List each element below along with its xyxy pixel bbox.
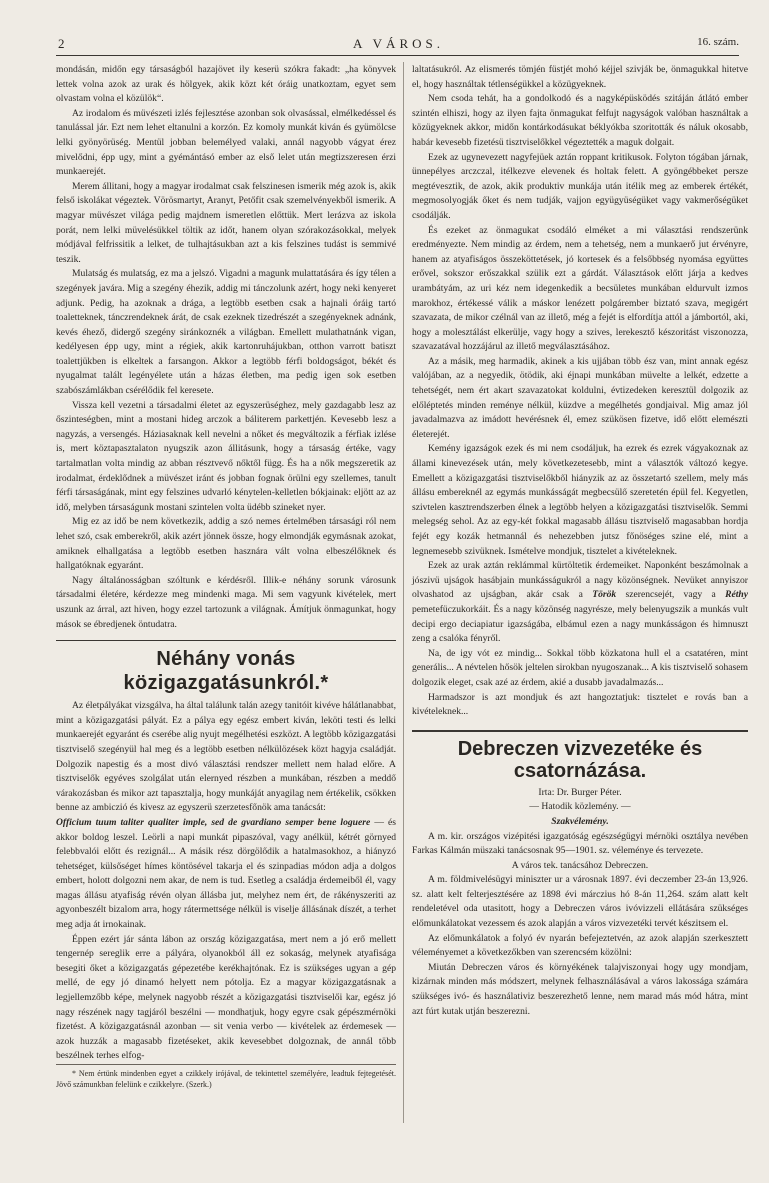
paragraph: Nagy általánosságban szóltunk e kérdésről. Illik-e néhány sorunk városunk társadalmi életére, kérdezze meg mindenki maga. Mi sem vagyunk kivételek, mert uszunk az árral, azt hiven, hogy ezzel tartozunk a világnak. Ámítjuk önmagunkat, hogy mások se ébredjenek öntudatra. xyxy=(56,574,396,630)
paragraph-text: szerencsejét, vagy a xyxy=(625,589,716,601)
left-column xyxy=(56,63,396,1090)
header-rule xyxy=(56,55,739,56)
paragraph: A m. kir. országos vizépitési igazgatóság egészségügyi mérnöki osztálya nevében Farkas Kálmán müszaki tanácsosnak 95—1901. sz. véleménye és tervezete. xyxy=(412,830,748,857)
article-headline: Debreczen vizvezetéke és csatornázása. xyxy=(457,737,703,782)
paragraph: Mulatság és mulatság, ez ma a jelszó. Vigadni a magunk mulattatására és így télen a szegények javára. Mig a szegény éhezik, addig mi tánczolunk azért, hogy neki kenyeret adjunk. Pedig, ha azoknak a drága, a legtöbb esetben csak a hajnali óráig tartó toaletteknek, tánczrendeknek árát, de csak ezeknek tizedrészét a szegényeknek adnánk, kevés éhező, didergő szegény siránkoznék a világban. Emellett mulathatnánk vigan, kedélyesen épp ugy, mint a régiek, akik kartonruhájukban, otthon varrott batiszt toalettjükben is elkeltek a farsangon. Akkor a legtöbb férfi boldogságot, békét és nyugalmat talált legényélete után a házas életben, ma pedig igen sok esetben szabószámlákban csérélődik fel keresete. xyxy=(56,268,396,397)
column-divider xyxy=(403,62,404,1123)
article-header xyxy=(412,730,748,830)
paragraph: Merem állitani, hogy a magyar irodalmat csak felszinesen ismerik még azok is, akik felső iskolákat végeztek. Vörösmartyt, Aranyt, Petőfit csak szemelvényekből ismerik. A magyar müvészet világa pedig majdnem ismeretlen előttük. Mert lerázva az iskola porát, nem lelki müvelésükkel töltik az időt, hanem olyan szórakozásokkal, melyek módjával felfrissitik a lelket, de tulhajtásukban azt a kis felszines tudást is semmivé teszik. xyxy=(56,180,396,265)
paragraph: Miután Debreczen város és környékének talajviszonyai hogy ugy mondjam, kizárnak minden más módszert, melynek felhasználásával a város lakossága számára szükséges ivó- és használativiz beszerezhető lenne, nem marad más mód hátra, mint azt fúrt kutak utján beszerezni. xyxy=(412,961,748,1017)
latin-quote: Officium tuum taliter qualiter imple, sed de gvardiano semper bene loguere xyxy=(56,816,371,828)
paragraph: Az előmunkálatok a folyó év nyarán befejeztetvén, az azok alapján szerkesztett véleményemet a következőkben van szerencsém közölni: xyxy=(412,932,748,959)
paragraph-quote xyxy=(56,816,396,933)
article-headline: Néhány vonás közigazgatásunkról.* xyxy=(56,640,396,695)
paragraph: Az irodalom és müvészeti izlés fejlesztése azonban sok olvasással, elmélkedéssel és tanulással jár. Ezt nem lehet eltanulni a korzón. Ez komoly munkát kiván és gyümölcse lelki gyönyörüség. Mentül jobban belemélyed valaki, annál nagyobb vágyat érez mivelődni, épp ugy, mint a gyémántásó ember az első lelet után megtizszeresen érzi munkaerejét. xyxy=(56,107,396,178)
paragraph: Vissza kell vezetni a társadalmi életet az egyszerüséghez, mely gazdagabb lesz az őszinteségben, mint a mostani hideg arczok a báliterem parkettjén. Kevesebb lesz a nagyzás, a versengés. Háziasaknak kell nevelni a nőket és megváltozik a férfiak izlése is, mert köztapasztalaton nyugszik azon állitásunk, hogy a társaság értéke, vagy tartalmatlan volta mindig az abban résztvevő nőktől függ. És ha a nők megszeretik az irodalmat, érdeklődnek a müvészet iránt és jobban fognak örülni egy szellemes, tanult férfi társaságának, mint egy felszines udvarló kénytelen-kelletlen bókjainak: eljött az az idő, melyben társaságunk mostani szintelen volta üdébb szineket nyer. xyxy=(56,399,396,513)
paragraph: Kemény igazságok ezek és mi nem csodáljuk, ha ezrek és ezrek vágyakoznak az állami kinevezések után, mely következetesebb, mint a választók változó kegye. Emellett a közigazgatási tisztviselőkből hiányzik az az összetartó szellem, mely más állásu embereknél az egymás munkásságát megbecsülő szeretetén épül fel. Kegyetlen, szivtelen kasztrendszerben élnek a legtöbb helyen a közigazgatási tisztviselők. Semmi melegség sehol. Az az egy-két fokkal magasabb állásu tisztviselő magasabban hordja fejét egy kozák hetmannál és nehezebben jutsz főnöséges szine elé, mint a legnemesebb szivüknek. Ismételve mondjuk, tisztelet a kivételeknek. xyxy=(412,443,748,557)
document-title: Szakvélemény. xyxy=(551,815,609,827)
paragraph: Éppen ezért jár sánta lábon az ország közigazgatása, mert nem a jó erő mellett tengernép sereglik erre a pályára, olyanokból áll ez sokaság, melynek atyafisága besegiti őket a közigazgatás gépezetébe kerékhajtónak. Ez is szükséges ugyan a gép mellé, de egy jó dinamó helyett nem pótolja. Ez a magyar közigazgatásnak a legjellemzőbb képe, melynek nagyobb részét a közigazgatási tisztviselői kar, egész jó nagy részének nagy tagjáról beszélni — mondhatjuk, hogy egyre csak gépészmérnöki fizetést. A közigazgatásnál azonban — sit venia verbo — kivételek az érdemesek — azok huzzák a magasabb fizetéseket, akik kevesebbet dolgoznak, de annál több beszélnek terhes elfog- xyxy=(56,933,396,1062)
paragraph: Mig ez az idő be nem következik, addig a szó nemes értelmében társasági ról nem lehet szó, csak emberekről, akik azért jönnek össze, hogy elmondják egymásnak azokat, amiknek elhallgatása a legtöbb esetben hasznára vált volna elbeszélőknek és hallgatóknak egyaránt. xyxy=(56,516,396,572)
paragraph: Harmadszor is azt mondjuk és azt hangoztatjuk: tisztelet e rovás ban a kivételeknek... xyxy=(412,691,748,718)
right-column xyxy=(412,63,748,1019)
paragraph: Na, de igy vót ez mindig... Sokkal több közkatona hull el a csatatéren, mint generális... A névtelen hősök jeltelen sirokban nyugoszanak... A kis tisztviselő sohasem dolgozik eleget, csak azé az érdem, akié a dusabb javadalmazás... xyxy=(412,647,748,688)
author-line: Irta: Dr. Burger Péter. xyxy=(538,786,622,798)
brand-name: Réthy xyxy=(725,589,748,601)
addressee: A város tek. tanácsához Debreczen. xyxy=(511,859,649,871)
footnote: * Nem értünk mindenben egyet a czikkely irójával, de tekintettel személyére, leadtuk fejtegetését. Jövő számunkban felelünk e czikkelyre. (Szerk.) xyxy=(56,1064,396,1090)
paragraph-text: Ezek az urak aztán reklámmal kürtöltetik érdemeiket. Naponként beszámolnak a jószivü ujságok hasábjain munkásságukról a nagy közönségnek. Nevüket annyiszor olvashatod az ujságban, akár csak a xyxy=(412,560,748,601)
paragraph-text: pemetefüczukorkáit. És a nagy közönség nagyrésze, mely belenyugszik a munkás vult decipi ergo deciapiatur igazságába, elbámul ezen a nagy munkásságon és himnuszt zeng a csalóka fényről. xyxy=(412,603,748,645)
paragraph-continuation: — és akkor boldog leszel. Leörli a napi munkát pipaszóval, vagy anélkül, kétrét görnyed felebbvalói előtt és rezignál... A másik rész dörgölődik a hatalmasokhoz, a hiányzó tehetséget, külsőséget hímes köntösével takarja el és szinpadias módon adja a dolgos embert, holott dolgozni nem akar, de nem is tud. Esetleg a családja érdemeiből él, vagy magas állásu atyafiság révén olyan állásba jut, melyhez nem ért, de rákényszeriti az agyonbeszélt bizalom arra, hogy rátermettsége nélkül is viselje állásának díszét, a terhet meg adja át irnokainak. xyxy=(56,816,396,931)
paragraph: És ezeket az önmagukat csodáló elméket a mi választási rendszerünk eredményezte. Nem mindig az érdem, nem a tehetség, nem a munkaerő jut érvényre, hanem az atyafiságos összeköttetések, jó kortesek és a felsőbbség nyomása együttes erővel, sokszor erőszakkal szülik ezt a gárdát. Választások előtt járja a kedves urambátyám, az uri kéz nem idegenkedik a becsületes munkában eldurvult izmos marokhoz, értékessé válik a máskor lenézett polgárember biztató szava, megigért szavazata, de mikor czélnál van az illető, még a fejét is elfordítja attól a jámbortól, aki, hogy a molesztálást elkerülje, vagy hogy a szives, lerekesztő készoritást viszonozza, szavazatával hozzájárul az illető megválasztásához. xyxy=(412,224,748,353)
paragraph: laltatásukról. Az elismerés tömjén füstjét mohó kéjjel szivják be, önmagukkal hitetve el, hogy használtak tétlenségükkel a közügyeknek. xyxy=(412,64,748,90)
paragraph-with-brands xyxy=(412,559,748,647)
page-number: 2 xyxy=(58,36,66,51)
paragraph: Az a másik, meg harmadik, akinek a kis ujjában több ész van, mint annak egész valójában, az a negyedik, ötödik, aki éjnapi munkában müvelte a lelkét, edzette a tehetségét, nem ért akart szavazatokat koldulni, évtizedeken keresztül dolgozik az előléptetés minden reménye nélkül, küzdve a megélhetés gondjaival. Mig amaz jól javadalmazva az imádott hevérésnek él, emez szükösen fizetve, idő előtt elemészti életerejét. xyxy=(412,355,748,440)
paragraph: Ezek az ugynevezett nagyfejüek aztán roppant kritikusok. Folyton tógában járnak, ünnepélyes arczczal, itélkezve elevenek és holtak felett. A gyöngébbeket persze megtévesztik, de azok, akik produktiv munkája után itélik meg az emberek értékét, megmosolyogják őket és nem tudják, vajjon együgyüségüket vagy vakmerőségüket csodálják. xyxy=(412,151,748,221)
page-header xyxy=(58,36,739,54)
paragraph: A m. földmivelésügyi miniszter ur a városnak 1897. évi deczember 23-án 13,926. sz. alatt kelt felterjesztésére az 1898 évi márczius hó 8-án 11,264. szám alatt kelt rendeletével oda utasitott, hogy a Debreczen város ivóvizzeli ellátására szükséges előmunkálatokat vezessem és azok alapján a város vizvezetéki tervét készitsem el. xyxy=(412,874,748,930)
paragraph: Az életpályákat vizsgálva, ha által találunk talán azegy tanitóit kivéve hálátlanabbat, mint a közigazgatási pályát. Ez a pálya egy egész embert kiván, leköti testi és lelki munkaerejét egyaránt és cserébe alig nyujt megélhetési eszközt. A legtöbb közigazgatási tisztviselő szegényül hal meg és a legtöbb esetben nélkülözések közt hagyja családját. Dolgozik napestig és a most divó választási rendszer mellett nem halad előre. A tisztviselők egyéves szolgálat után elernyed részben a munkában, részben a meddő várakozásban és mikor azt tapasztalja, hogy munkáját anyagilag nem értékelik, csökken benne az ambiczió és kivesz az egyszerü szerzetesfőnök ama tanácsát: xyxy=(56,700,396,814)
installment-line: — Hatodik közlemény. — xyxy=(529,801,631,813)
paragraph: Nem csoda tehát, ha a gondolkodó és a nagyképüsködés szitáján átlátó ember szintén elhiszi, hogy az ilyen fajta önmagukat felfujt nagyságok valóban használtak a közügyeknek akkor, midőn kontárkodásukat béklyókba szoritották és náluk okosabb, habár kevesebb fizetésü tisztviselőkkel végeztették a maguk dolgait. xyxy=(412,93,748,148)
issue-number: 16. szám. xyxy=(697,36,739,48)
newspaper-title: A VÁROS. xyxy=(352,36,444,51)
brand-name: Török xyxy=(592,589,617,601)
paragraph: mondásán, midőn egy társaságból hazajövet ily keserü szókra fakadt: „ha könyvek lettek volna azok az urak és hölgyek, akik közt két óráig unatkoztam, egyet sem olvastam volna el közülök“. xyxy=(56,64,396,105)
